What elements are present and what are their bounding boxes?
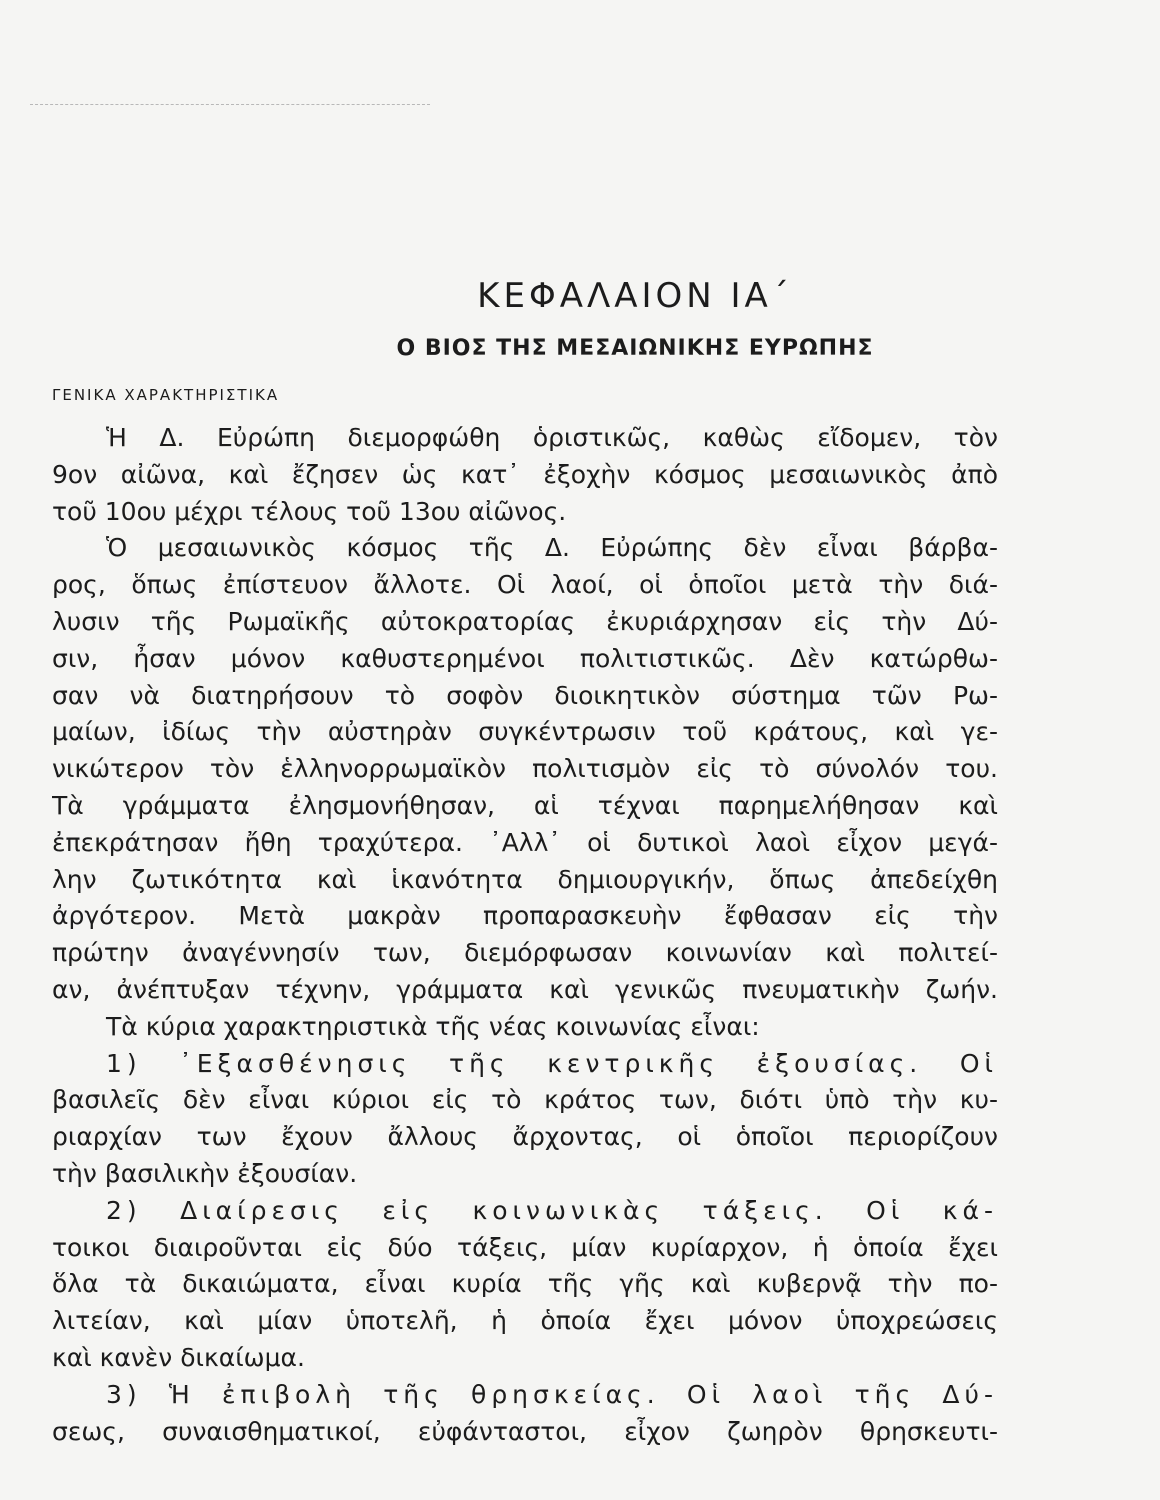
text-line: 3) Ἡ ἐπιβολὴ τῆς θρησκείας. Οἱ λαοὶ τῆς Δύ- xyxy=(106,1379,998,1409)
text-line: τοῦ 10ου μέχρι τέλους τοῦ 13ου αἰῶνος. xyxy=(52,496,567,526)
text-line: βασιλεῖς δὲν εἶναι κύριοι εἰς τὸ κράτος των, διότι ὑπὸ τὴν κυ- xyxy=(52,1085,998,1115)
scan-edge-line xyxy=(30,104,430,105)
text-line: λην ζωτικότητα καὶ ἱκανότητα δημιουργικήν, ὅπως ἀπεδείχθη xyxy=(52,864,998,894)
text-line: 9ον αἰῶνα, καὶ ἔζησεν ὡς κατ᾽ ἐξοχὴν κόσμος μεσαιωνικὸς ἀπὸ xyxy=(52,459,998,489)
text-line: αν, ἀνέπτυξαν τέχνην, γράμματα καὶ γενικῶς πνευματικὴν ζωήν. xyxy=(52,974,998,1004)
text-line: ὅλα τὰ δικαιώματα, εἶναι κυρία τῆς γῆς καὶ κυβερνᾷ τὴν πο- xyxy=(52,1269,998,1299)
text-line: Ὁ μεσαιωνικὸς κόσμος τῆς Δ. Εὐρώπης δὲν εἶναι βάρβα- xyxy=(106,533,998,563)
text-line: 1) ᾿Εξασθένησις τῆς κεντρικῆς ἐξουσίας. Οἱ xyxy=(106,1048,998,1078)
text-line: σιν, ἦσαν μόνον καθυστερημένοι πολιτιστικῶς. Δὲν κατώρθω- xyxy=(52,643,998,673)
text-line: σεως, συναισθηματικοί, εὐφάνταστοι, εἶχον ζωηρὸν θρησκευτι- xyxy=(52,1416,998,1446)
text-line: ἀργότερον. Μετὰ μακρὰν προπαρασκευὴν ἔφθασαν εἰς τὴν xyxy=(52,901,998,931)
text-line: πρώτην ἀναγέννησίν των, διεμόρφωσαν κοινωνίαν καὶ πολιτεί- xyxy=(52,938,998,968)
body-text xyxy=(52,420,998,1450)
text-line: ἐπεκράτησαν ἤθη τραχύτερα. ᾿Αλλ᾽ οἱ δυτικοὶ λαοὶ εἶχον μεγά- xyxy=(52,827,998,857)
chapter-title: Ο ΒΙΟΣ ΤΗΣ ΜΕΣΑΙΩΝΙΚΗΣ ΕΥΡΩΠΗΣ xyxy=(396,336,874,361)
text-line: λυσιν τῆς Ρωμαϊκῆς αὐτοκρατορίας ἐκυριάρχησαν εἰς τὴν Δύ- xyxy=(52,606,998,636)
text-line: ριαρχίαν των ἔχουν ἄλλους ἄρχοντας, οἱ ὁποῖοι περιορίζουν xyxy=(52,1122,998,1152)
text-line: τοικοι διαιροῦνται εἰς δύο τάξεις, μίαν κυρίαρχον, ἡ ὁποία ἔχει xyxy=(52,1232,998,1262)
chapter-heading: ΚΕΦΑΛΑΙΟΝ ΙΑ΄ xyxy=(477,276,793,316)
text-line: Τὰ κύρια χαρακτηριστικὰ τῆς νέας κοινωνίας εἶναι: xyxy=(106,1011,760,1041)
text-line: 2) Διαίρεσις εἰς κοινωνικὰς τάξεις. Οἱ κά- xyxy=(106,1195,998,1225)
text-line: Τὰ γράμματα ἐλησμονήθησαν, αἱ τέχναι παρημελήθησαν καὶ xyxy=(52,790,998,820)
text-line: λιτείαν, καὶ μίαν ὑποτελῆ, ἡ ὁποία ἔχει μόνον ὑποχρεώσεις xyxy=(52,1306,998,1336)
text-line: τὴν βασιλικὴν ἐξουσίαν. xyxy=(52,1158,358,1188)
text-line: σαν νὰ διατηρήσουν τὸ σοφὸν διοικητικὸν σύστημα τῶν Ρω- xyxy=(52,680,998,710)
text-line: Ἡ Δ. Εὐρώπη διεμορφώθη ὁριστικῶς, καθὼς εἴδομεν, τὸν xyxy=(106,423,998,452)
text-line: ρος, ὅπως ἐπίστευον ἄλλοτε. Οἱ λαοί, οἱ ὁποῖοι μετὰ τὴν διά- xyxy=(52,570,998,600)
text-line: νικώτερον τὸν ἑλληνορρωμαϊκὸν πολιτισμὸν εἰς τὸ σύνολόν του. xyxy=(52,754,998,784)
section-label: ΓΕΝΙΚΑ ΧΑΡΑΚΤΗΡΙΣΤΙΚΑ xyxy=(52,386,280,404)
text-line: καὶ κανὲν δικαίωμα. xyxy=(52,1342,305,1372)
text-line: μαίων, ἰδίως τὴν αὐστηρὰν συγκέντρωσιν τοῦ κράτους, καὶ γε- xyxy=(52,717,998,747)
